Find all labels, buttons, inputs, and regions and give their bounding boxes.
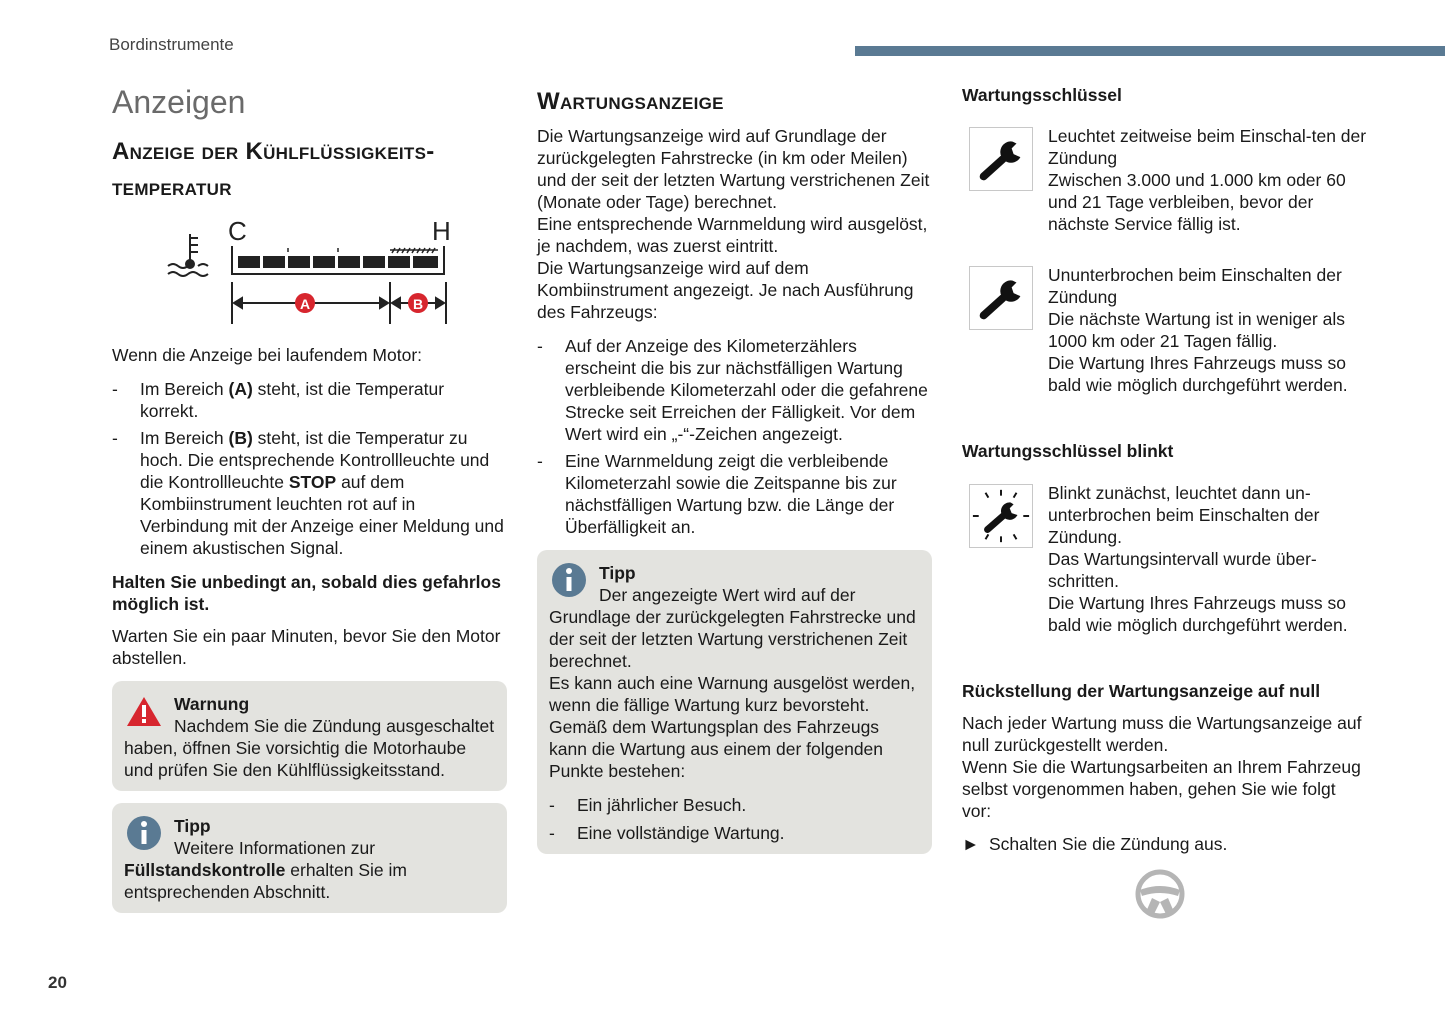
coolant-list (112, 378, 507, 559)
service-key-blink-heading: Wartungsschlüssel blinkt (962, 441, 1174, 461)
key2-text-1: Ununterbrochen beim Einschalten der Zündung (1048, 265, 1342, 307)
warning-box (112, 681, 507, 791)
column-service-indicator (537, 84, 932, 854)
wrench-icon (969, 266, 1033, 330)
key3-text-1: Blinkt zunächst, leuchtet dann un-unterbrochen beim Einschalten der Zündung. (1048, 483, 1320, 547)
header-bar (855, 46, 1445, 56)
section-title: Anzeigen (112, 84, 246, 120)
marker-a-label: A (299, 296, 311, 312)
reset-heading: Rückstellung der Wartungsanzeige auf null (962, 681, 1321, 701)
stop-instruction: Halten Sie unbedingt an, sobald dies gefahrlos möglich ist. (112, 572, 501, 614)
key1-text-1: Leuchtet zeitweise beim Einschal-ten der Zündung (1048, 126, 1367, 168)
steering-wheel-icon (1134, 868, 1186, 920)
coolant-temperature-icon (168, 234, 208, 276)
tip-para-3: Gemäß dem Wartungsplan des Fahrzeugs kann die Wartung aus einem der folgenden Punkte bestehen: (549, 717, 884, 781)
key2-text-2: Die nächste Wartung ist in weniger als 1000 km oder 21 Tagen fällig. (1048, 309, 1345, 351)
list-item: - Im Bereich (B) steht, ist die Temperatur zu hoch. Die entsprechende Kontrollleuchte und die Kontrollleuchte STOP auf dem Kombiinstrument leuchten rot auf in Verbindung mit der Anzeige einer Meldung und einem akustischen Signal. (112, 428, 504, 558)
running-header: Bordinstrumente (109, 35, 234, 54)
list-item: - Eine vollständige Wartung. (549, 823, 785, 843)
coolant-heading: Anzeige der Kühlflüssigkeits- temperatur (112, 138, 435, 201)
coolant-gauge-diagram (112, 212, 507, 332)
list-item: - Auf der Anzeige des Kilometerzählers erscheint die bis zur nächstfälligen Wartung verbleibende Kilometerzahl oder die gefahrene Strecke seit Erreichen der Fälligkeit. Vor dem Wert wird ein „-“-Zeichen angezeigt. (537, 336, 928, 444)
tip-para-1: Der angezeigte Wert wird auf der Grundlage der zurückgelegten Fahrstrecke und der seit der letzten Wartung verstrichenen Zeit berechnet. (549, 585, 916, 671)
tip-text: Weitere Informationen zur Füllstandskontrolle erhalten Sie im entsprechenden Abschnitt. (124, 838, 407, 902)
key1-text-2: Zwischen 3.000 und 1.000 km oder 60 und 21 Tage verbleiben, bevor der nächste Service fällig ist. (1048, 170, 1346, 234)
marker-b-label: B (412, 296, 424, 312)
tip-box (112, 803, 507, 913)
key3-text-3: Die Wartung Ihres Fahrzeugs muss so bald wie möglich durchgeführt werden. (1048, 593, 1348, 635)
service-para-2: Eine entsprechende Warnmeldung wird ausgelöst, je nachdem, was zuerst eintritt. (537, 214, 928, 256)
tip-para-2: Es kann auch eine Warnung ausgelöst werden, wenn die fällige Wartung kurz bevorsteht. (549, 673, 916, 715)
list-item: - Eine Warnmeldung zeigt die verbleibende Kilometerzahl sowie die Zeitspanne bis zur nächstfälligen Wartung bzw. die Länge der Überfälligkeit an. (537, 451, 897, 537)
step-arrow-icon: ► (962, 834, 980, 854)
wrench-icon (969, 127, 1033, 191)
gauge-segments (238, 256, 438, 268)
key2-text-3: Die Wartung Ihres Fahrzeugs muss so bald wie möglich durchgeführt werden. (1048, 353, 1348, 395)
list-item: - Im Bereich (A) steht, ist die Temperatur korrekt. (112, 379, 445, 421)
service-key-heading: Wartungsschlüssel (962, 85, 1122, 105)
column-coolant (112, 84, 507, 913)
blinking-wrench-icon (969, 484, 1033, 548)
reset-para-2: Wenn Sie die Wartungsarbeiten an Ihrem Fahrzeug selbst vorgenommen haben, gehen Sie wie folgt vor: (962, 757, 1361, 821)
page-number: 20 (48, 973, 67, 992)
service-para-3: Die Wartungsanzeige wird auf dem Kombiinstrument angezeigt. Je nach Ausführung des Fahrzeugs: (537, 258, 914, 322)
warning-title: Warnung (174, 694, 250, 714)
reset-para-1: Nach jeder Wartung muss die Wartungsanzeige auf null zurückgestellt werden. (962, 713, 1362, 755)
tip-title: Tipp (599, 563, 636, 583)
gauge-hot-zone-hatch (288, 248, 438, 253)
reset-text (962, 712, 1367, 822)
column-service-key (962, 84, 1372, 914)
info-icon (124, 813, 164, 853)
warning-triangle-icon (124, 691, 164, 731)
gauge-intro: Wenn die Anzeige bei laufendem Motor: (112, 345, 423, 365)
warning-text: Nachdem Sie die Zündung ausgeschaltet haben, öffnen Sie vorsichtig die Motorhaube und prüfen Sie den Kühlflüssigkeitsstand. (124, 716, 495, 780)
info-icon (549, 560, 589, 600)
gauge-label-cold: C (228, 216, 247, 246)
key3-text-2: Das Wartungsintervall wurde über-schritten. (1048, 549, 1317, 591)
gauge-label-hot: H (432, 216, 451, 246)
service-heading: Wartungsanzeige (537, 88, 724, 115)
service-tip-box (537, 550, 932, 854)
tip-list (549, 794, 920, 844)
list-item: - Ein jährlicher Besuch. (549, 795, 747, 815)
reset-step-1: ► Schalten Sie die Zündung aus. (962, 834, 1228, 854)
tip-title: Tipp (174, 816, 211, 836)
service-list (537, 335, 932, 538)
service-para-1: Die Wartungsanzeige wird auf Grundlage der zurückgelegten Fahrstrecke (in km oder Meilen) und der seit der letzten Wartung verstrichenen Zeit (Monate oder Tage) berechnet. (537, 126, 930, 212)
wait-instruction: Warten Sie ein paar Minuten, bevor Sie den Motor abstellen. (112, 626, 501, 668)
